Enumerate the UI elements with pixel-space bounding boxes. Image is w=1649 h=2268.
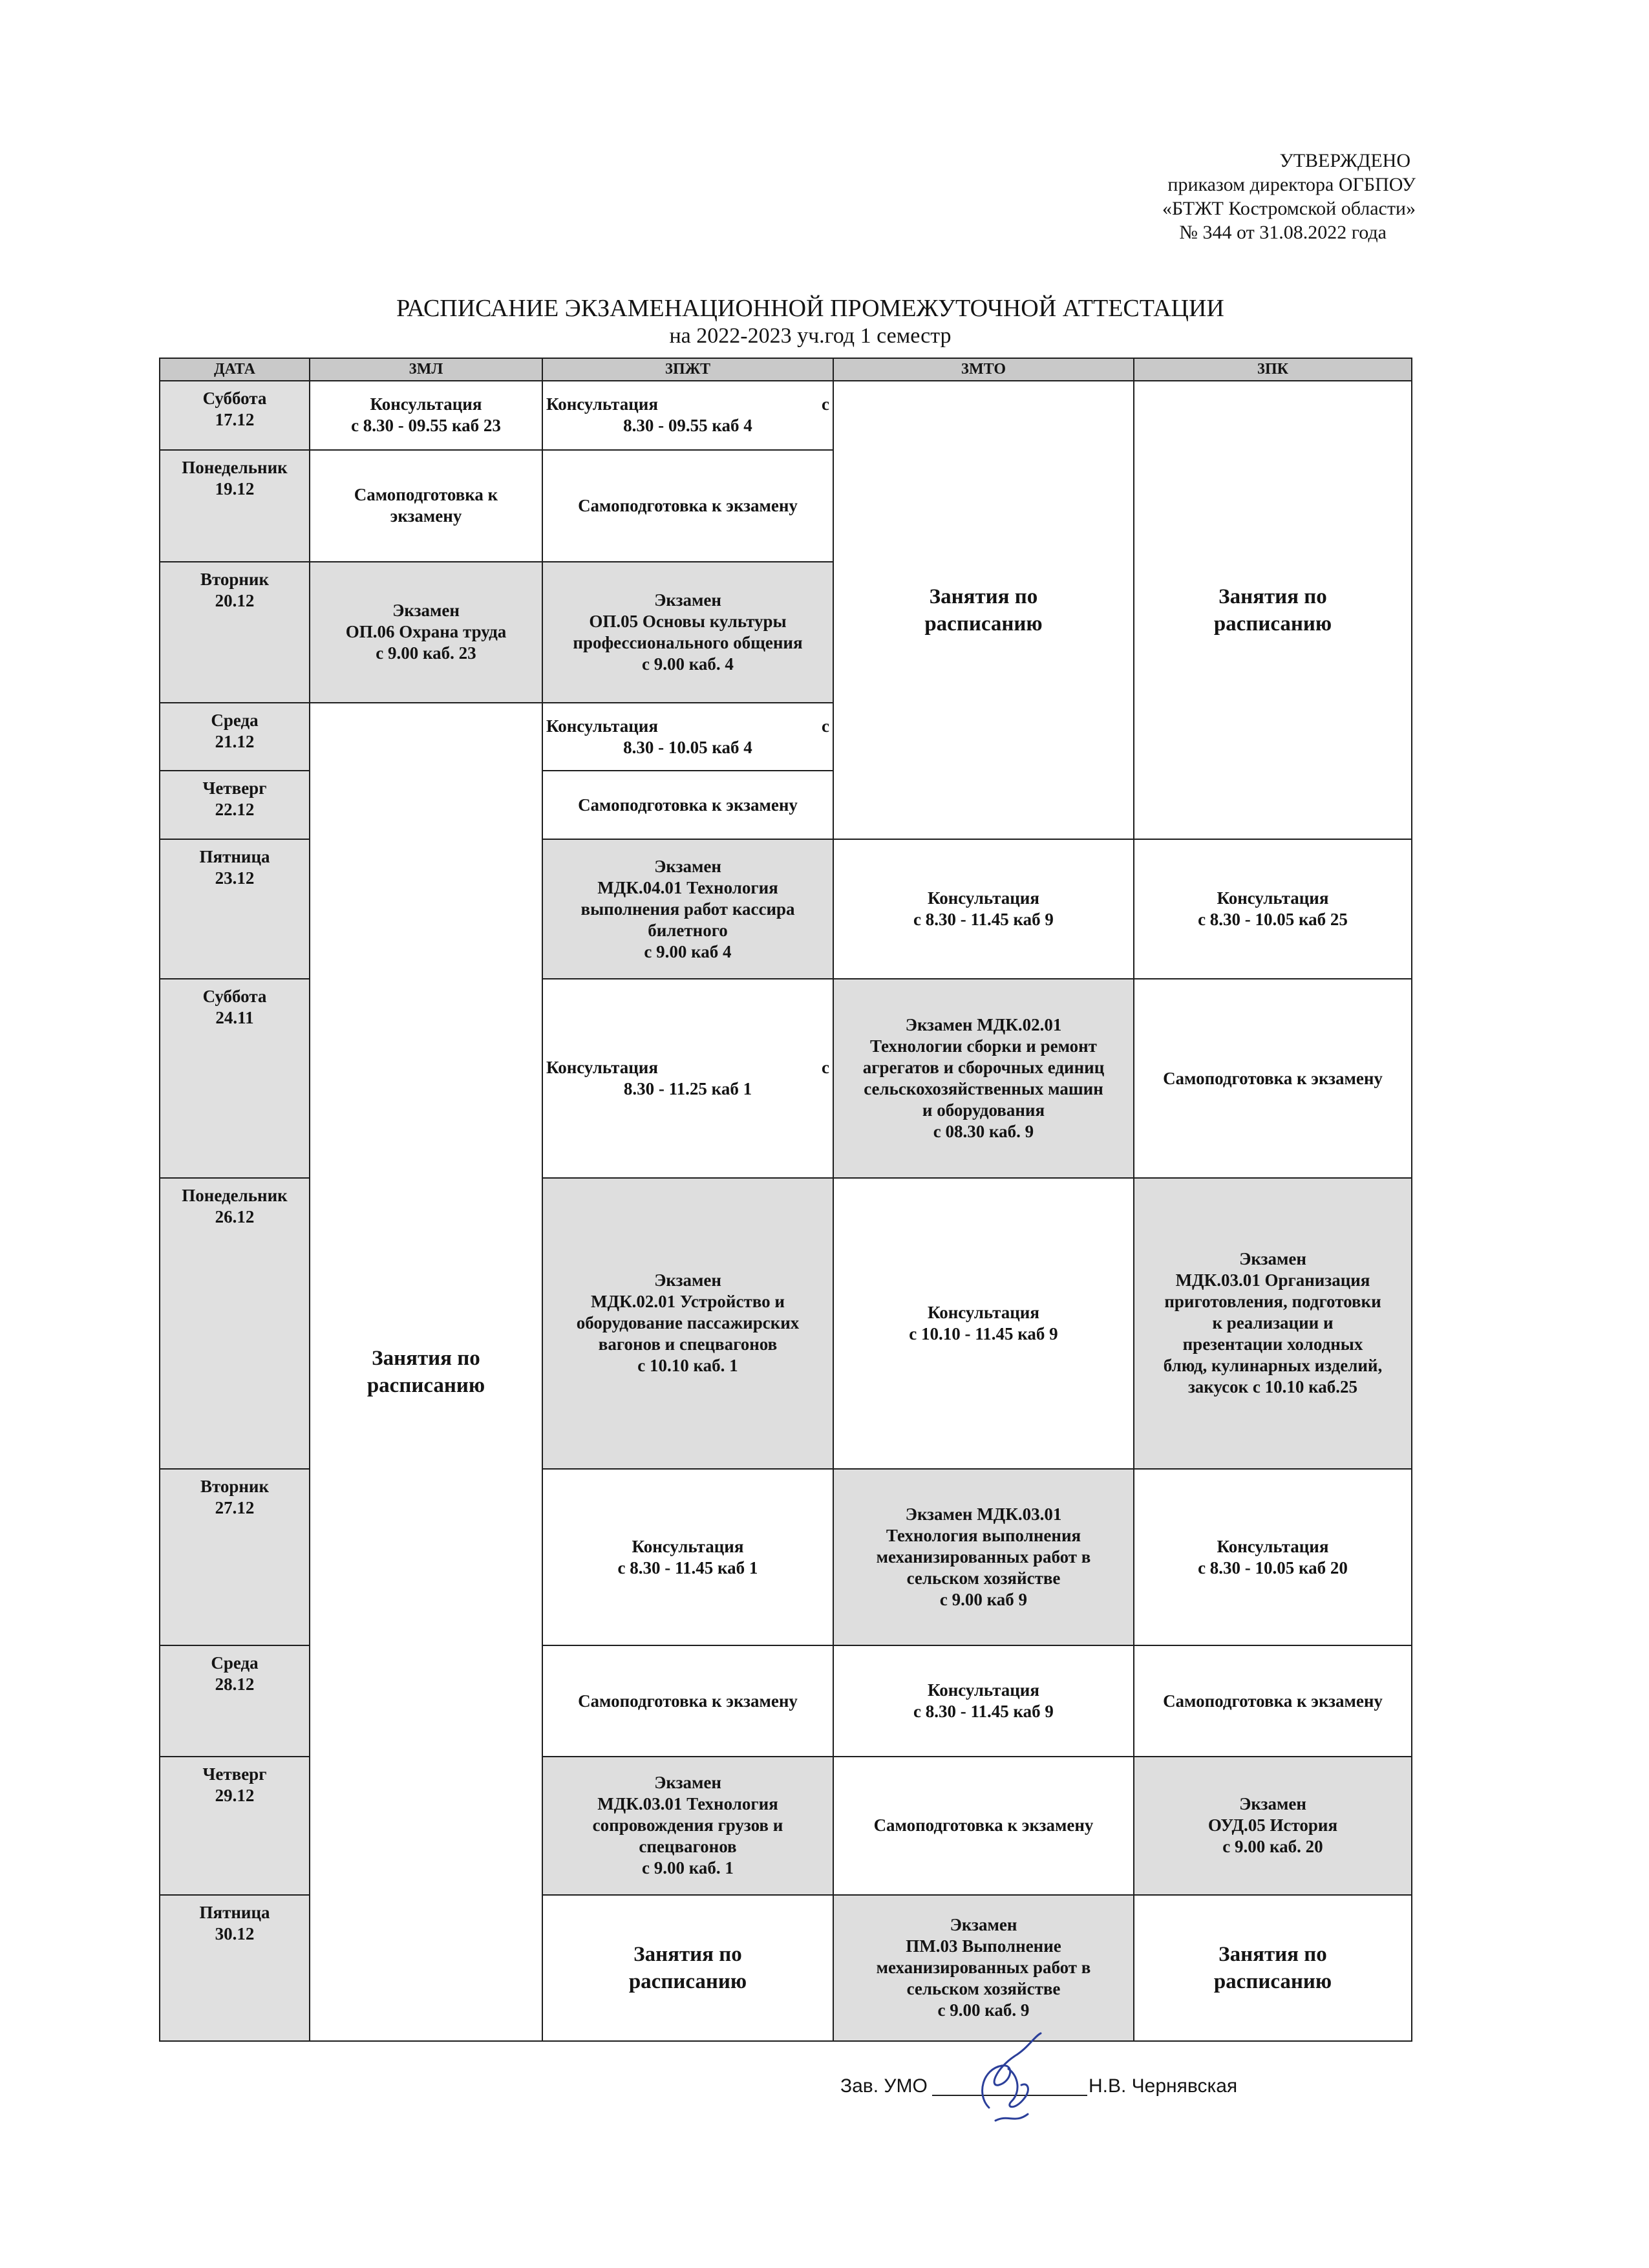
approval-order-number: № 344 от 31.08.2022 года — [1179, 222, 1387, 243]
cell-mto: Консультация с 8.30 - 11.45 каб 9 — [833, 1645, 1134, 1757]
date-cell: Среда 21.12 — [160, 703, 310, 771]
cell-pk: Экзамен МДК.03.01 Организация приготовления, подготовки к реализации и презентации холодных блюд, кулинарных изделий, закусок с 10.10 каб.25 — [1134, 1178, 1412, 1469]
cell-ml: Самоподготовка к экзамену — [310, 450, 542, 562]
cell-pzht: Консультация с 8.30 - 11.25 каб 1 — [542, 979, 833, 1178]
cell-pzht: Экзамен ОП.05 Основы культуры профессионального общения с 9.00 каб. 4 — [542, 562, 833, 703]
cell-pzht: Самоподготовка к экзамену — [542, 771, 833, 839]
cell-pk: Занятия по расписанию — [1134, 1895, 1412, 2041]
document-title: РАСПИСАНИЕ ЭКЗАМЕНАЦИОННОЙ ПРОМЕЖУТОЧНОЙ АТТЕСТАЦИИ — [396, 295, 1224, 322]
header-group-ml: 3МЛ — [310, 358, 542, 381]
date-cell: Пятница 23.12 — [160, 839, 310, 979]
date-cell: Суббота 24.11 — [160, 979, 310, 1178]
cell-mto: Экзамен МДК.03.01 Технология выполнения механизированных работ в сельском хозяйстве с 9.00 каб 9 — [833, 1469, 1134, 1646]
cell-pzht: Самоподготовка к экзамену — [542, 1645, 833, 1757]
cell-ml-block: Занятия по расписанию — [310, 703, 542, 2041]
header-group-pk: 3ПК — [1134, 358, 1412, 381]
date-cell: Четверг 22.12 — [160, 771, 310, 839]
date-cell: Вторник 27.12 — [160, 1469, 310, 1646]
cell-pk: Экзамен ОУД.05 История с 9.00 каб. 20 — [1134, 1757, 1412, 1894]
cell-pzht: Экзамен МДК.04.01 Технология выполнения работ кассира билетного с 9.00 каб 4 — [542, 839, 833, 979]
cell-ml: Экзамен ОП.06 Охрана труда с 9.00 каб. 23 — [310, 562, 542, 703]
date-cell: Вторник 20.12 — [160, 562, 310, 703]
cell-pzht: Консультация с 8.30 - 10.05 каб 4 — [542, 703, 833, 771]
header-group-mto: 3МТО — [833, 358, 1134, 381]
document-subtitle: на 2022-2023 уч.год 1 семестр — [669, 324, 952, 348]
date-cell: Среда 28.12 — [160, 1645, 310, 1757]
exam-schedule-table — [159, 358, 1412, 2042]
cell-pk: Консультация с 8.30 - 10.05 каб 20 — [1134, 1469, 1412, 1646]
table-row — [160, 381, 1412, 450]
date-cell: Понедельник 26.12 — [160, 1178, 310, 1469]
cell-ml: Консультация с 8.30 - 09.55 каб 23 — [310, 381, 542, 450]
approval-title: УТВЕРЖДЕНО — [1279, 150, 1410, 171]
cell-mto: Консультация с 10.10 - 11.45 каб 9 — [833, 1178, 1134, 1469]
cell-mto: Консультация с 8.30 - 11.45 каб 9 — [833, 839, 1134, 979]
cell-pzht: Занятия по расписанию — [542, 1895, 833, 2041]
cell-pzht: Экзамен МДК.03.01 Технология сопровождения грузов и спецвагонов с 9.00 каб. 1 — [542, 1757, 833, 1894]
approval-line: приказом директора ОГБПОУ — [1167, 174, 1416, 195]
cell-mto: Экзамен ПМ.03 Выполнение механизированных работ в сельском хозяйстве с 9.00 каб. 9 — [833, 1895, 1134, 2041]
cell-mto: Экзамен МДК.02.01 Технологии сборки и ремонт агрегатов и сборочных единиц сельскохозяйственных машин и оборудования с 08.30 каб. 9 — [833, 979, 1134, 1178]
document-heading — [159, 294, 1462, 349]
date-cell: Четверг 29.12 — [160, 1757, 310, 1894]
date-cell: Понедельник 19.12 — [160, 450, 310, 562]
approval-stamp — [1112, 149, 1416, 244]
cell-pzht: Консультация с 8.30 - 11.45 каб 1 — [542, 1469, 833, 1646]
cell-pzht: Консультация с 8.30 - 09.55 каб 4 — [542, 381, 833, 450]
cell-pzht: Экзамен МДК.02.01 Устройство и оборудование пассажирских вагонов и спецвагонов с 10.10 каб. 1 — [542, 1178, 833, 1469]
cell-mto: Самоподготовка к экзамену — [833, 1757, 1134, 1894]
signature-block — [840, 2069, 1306, 2121]
date-cell: Пятница 30.12 — [160, 1895, 310, 2041]
cell-pk-block: Занятия по расписанию — [1134, 381, 1412, 839]
signatory-name: Н.В. Чернявская — [1089, 2075, 1238, 2097]
cell-pk: Консультация с 8.30 - 10.05 каб 25 — [1134, 839, 1412, 979]
cell-pk: Самоподготовка к экзамену — [1134, 979, 1412, 1178]
signatory-position: Зав. УМО — [840, 2075, 928, 2097]
date-cell: Суббота 17.12 — [160, 381, 310, 450]
cell-pzht: Самоподготовка к экзамену — [542, 450, 833, 562]
handwritten-signature-icon — [950, 2030, 1060, 2134]
header-date: ДАТА — [160, 358, 310, 381]
table-header-row — [160, 358, 1412, 381]
cell-pk: Самоподготовка к экзамену — [1134, 1645, 1412, 1757]
header-group-pzht: 3ПЖТ — [542, 358, 833, 381]
cell-mto-block: Занятия по расписанию — [833, 381, 1134, 839]
approval-line: «БТЖТ Костромской области» — [1162, 198, 1416, 219]
